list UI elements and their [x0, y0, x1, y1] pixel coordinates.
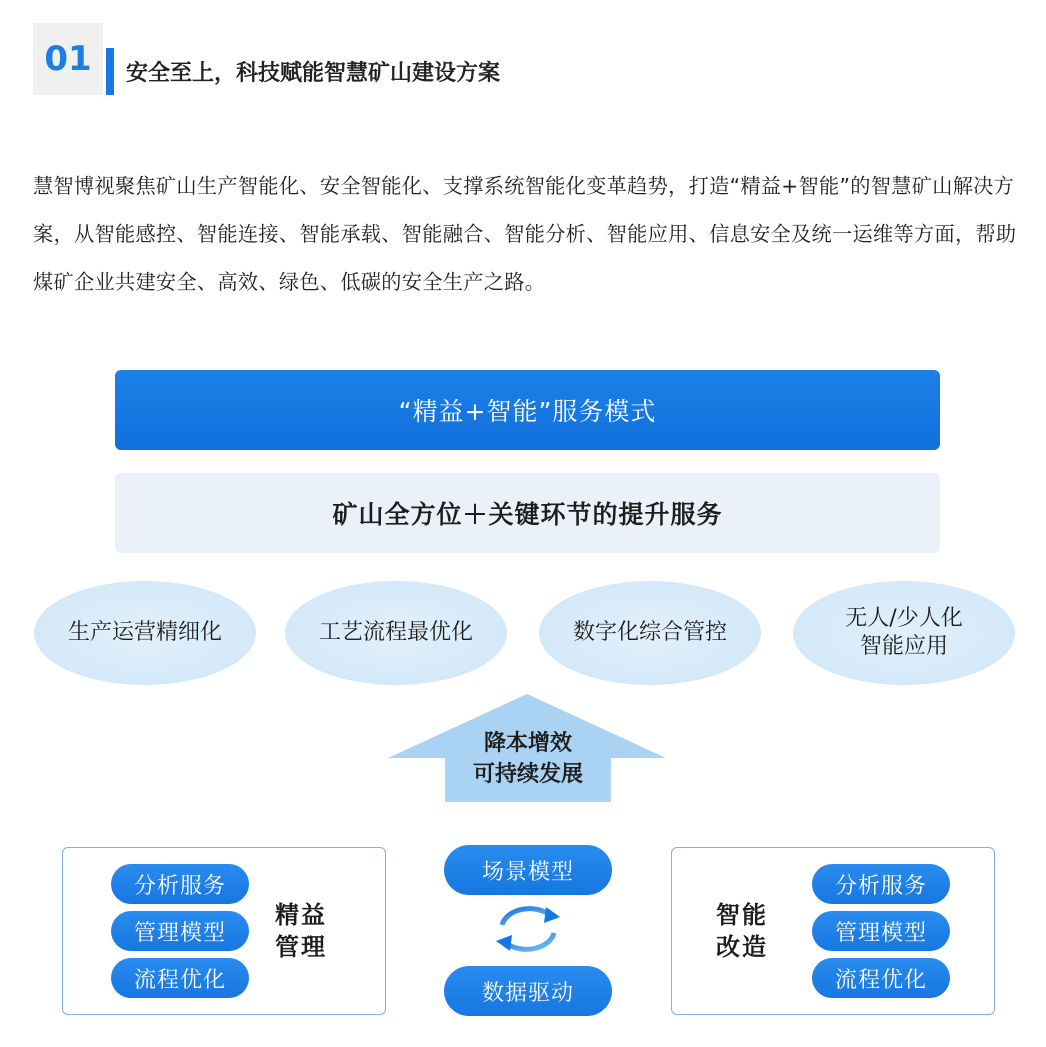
arrow-caption-line2: 可持续发展 [472, 762, 583, 787]
smart-transformation-label [716, 899, 768, 963]
intro-paragraph: 慧智博视聚焦矿山生产智能化、安全智能化、支撑系统智能化变革趋势，打造“精益+智能”的智慧矿山解决方案，从智能感控、智能连接、智能承载、智能融合、智能分析、智能应用、信息安全及统一运维等方面，帮助煤矿企业共建安全、高效、绿色、低碳的安全生产之路。 [33, 174, 1017, 294]
lean-management-label-line1: 精益 [275, 901, 327, 929]
arrow-caption-line1: 降本增效 [483, 731, 572, 756]
section-accent-bar [106, 48, 114, 95]
scene-model-pill: 场景模型 [444, 845, 612, 895]
cycle-arrows-icon [488, 901, 568, 957]
goal-ellipse-2-line1: 工艺流程最优化 [318, 620, 473, 645]
smart-transformation-label-line2: 改造 [716, 933, 768, 961]
upgrade-service-band [115, 473, 940, 553]
goal-ellipse-4 [793, 581, 1015, 685]
section-title: 安全至上，科技赋能智慧矿山建设方案 [126, 61, 501, 86]
goal-ellipse-2 [285, 581, 507, 685]
data-driven-pill: 数据驱动 [444, 966, 612, 1016]
service-mode-label: “精益+智能”服务模式 [398, 397, 657, 426]
lean-management-label-line2: 管理 [275, 933, 327, 961]
lean-management-label [275, 899, 327, 963]
smart-transformation-label-line1: 智能 [716, 901, 768, 929]
left-pill-process: 流程优化 [111, 958, 249, 998]
right-pill-model: 管理模型 [812, 911, 950, 951]
goal-ellipse-1-line1: 生产运营精细化 [67, 620, 222, 645]
goal-ellipse-3-line1: 数字化综合管控 [572, 620, 727, 645]
arrow-caption [448, 728, 608, 790]
right-pill-process: 流程优化 [812, 958, 950, 998]
goal-ellipse-4-line2: 智能应用 [859, 634, 948, 659]
service-mode-band [115, 370, 940, 450]
right-pill-analysis: 分析服务 [812, 864, 950, 904]
upgrade-service-label: 矿山全方位＋关键环节的提升服务 [332, 500, 723, 529]
goal-ellipse-4-line1: 无人/少人化 [845, 606, 963, 631]
goal-ellipse-1 [34, 581, 256, 685]
goal-ellipse-3 [539, 581, 761, 685]
left-pill-model: 管理模型 [111, 911, 249, 951]
left-pill-analysis: 分析服务 [111, 864, 249, 904]
section-number: 01 [44, 39, 92, 79]
